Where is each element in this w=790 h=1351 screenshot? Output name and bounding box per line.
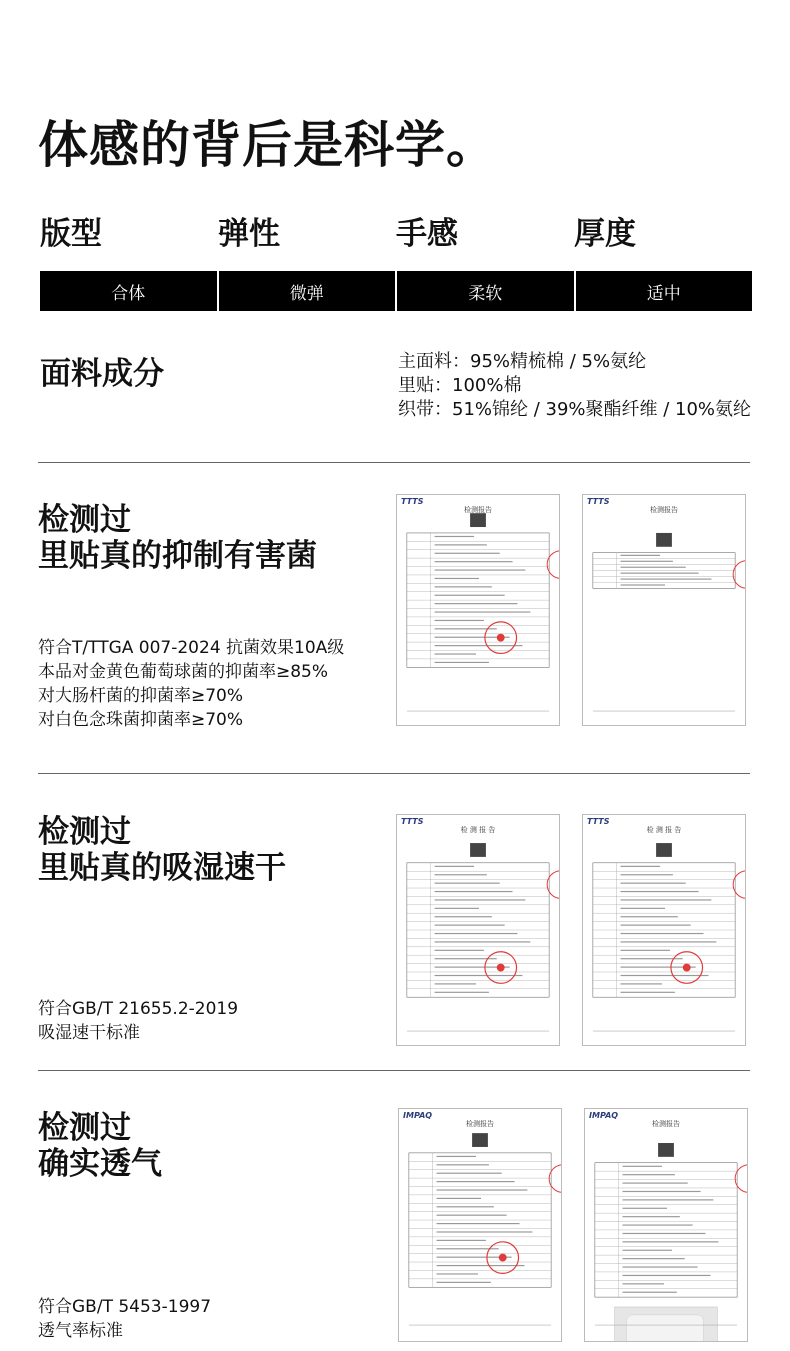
test-title-line: 确实透气 — [38, 1146, 162, 1182]
property-labels — [40, 216, 752, 253]
test-title-line: 里贴真的抑制有害菌 — [38, 538, 317, 574]
test-title-line: 里贴真的吸湿速干 — [38, 850, 286, 886]
report-brand-logo: TTTS — [587, 817, 610, 826]
test-desc-line: 吸湿速干标准 — [38, 1023, 140, 1043]
report-brand-logo: IMPAQ — [403, 1111, 433, 1120]
report-table-graphic — [583, 815, 745, 1045]
report-title: 检 测 报 告 — [646, 826, 682, 834]
test-report-image — [584, 1108, 748, 1342]
moisture-test-title — [38, 814, 286, 886]
property-value-fit: 合体 — [40, 271, 217, 311]
property-label-hand-feel: 手感 — [396, 216, 458, 252]
section-divider — [38, 1070, 750, 1071]
antibacterial-test-title — [38, 502, 317, 574]
breathability-test-title — [38, 1110, 162, 1182]
test-title-line: 检测过 — [38, 814, 131, 850]
test-desc-line: 符合T/TTGA 007-2024 抗菌效果10A级 — [38, 638, 345, 658]
test-desc-line: 对白色念珠菌抑菌率≥70% — [38, 710, 244, 730]
property-value-thickness: 适中 — [576, 271, 753, 311]
property-value-hand-feel: 柔软 — [397, 271, 574, 311]
report-brand-logo: TTTS — [401, 817, 424, 826]
fabric-composition-list — [398, 350, 751, 422]
report-title: 检测报告 — [652, 1120, 680, 1128]
test-report-image — [398, 1108, 562, 1342]
report-table-graphic — [397, 495, 559, 725]
breathability-test-description — [38, 1295, 211, 1343]
report-table-graphic — [399, 1109, 561, 1341]
moisture-test-description — [38, 997, 238, 1045]
fabric-line-lining: 里贴：100%棉 — [398, 375, 522, 396]
test-title-line: 检测过 — [38, 1110, 131, 1146]
report-brand-logo: TTTS — [587, 497, 610, 506]
test-report-image — [582, 494, 746, 726]
test-desc-line: 本品对金黄色葡萄球菌的抑菌率≥85% — [38, 662, 329, 682]
report-table-graphic — [583, 495, 745, 725]
property-value-elasticity: 微弹 — [219, 271, 396, 311]
section-divider — [38, 773, 750, 774]
property-label-thickness: 厚度 — [574, 216, 636, 252]
fabric-line-band: 织带：51%锦纶 / 39%聚酯纤维 / 10%氨纶 — [398, 399, 752, 420]
report-title: 检测报告 — [466, 1120, 494, 1128]
property-label-fit: 版型 — [40, 216, 102, 252]
test-desc-line: 对大肠杆菌的抑菌率≥70% — [38, 686, 244, 706]
page-headline: 体感的背后是科学。 — [38, 116, 497, 174]
test-report-image — [396, 814, 560, 1046]
section-divider — [38, 462, 750, 463]
fabric-line-main: 主面料：95%精梳棉 / 5%氨纶 — [398, 351, 647, 372]
report-table-graphic — [397, 815, 559, 1045]
antibacterial-test-description — [38, 636, 344, 732]
report-table-graphic — [585, 1109, 747, 1341]
property-values — [40, 271, 752, 311]
test-desc-line: 透气率标准 — [38, 1321, 123, 1341]
test-report-image — [582, 814, 746, 1046]
property-label-elasticity: 弹性 — [218, 216, 280, 252]
report-brand-logo: IMPAQ — [589, 1111, 619, 1120]
report-title: 检 测 报 告 — [460, 826, 496, 834]
report-title: 检测报告 — [650, 506, 678, 514]
test-title-line: 检测过 — [38, 502, 131, 538]
test-desc-line: 符合GB/T 21655.2-2019 — [38, 999, 239, 1019]
fabric-composition-title: 面料成分 — [40, 356, 164, 392]
test-report-image — [396, 494, 560, 726]
report-title: 检测报告 — [464, 506, 492, 514]
test-desc-line: 符合GB/T 5453-1997 — [38, 1297, 212, 1317]
report-brand-logo: TTTS — [401, 497, 424, 506]
